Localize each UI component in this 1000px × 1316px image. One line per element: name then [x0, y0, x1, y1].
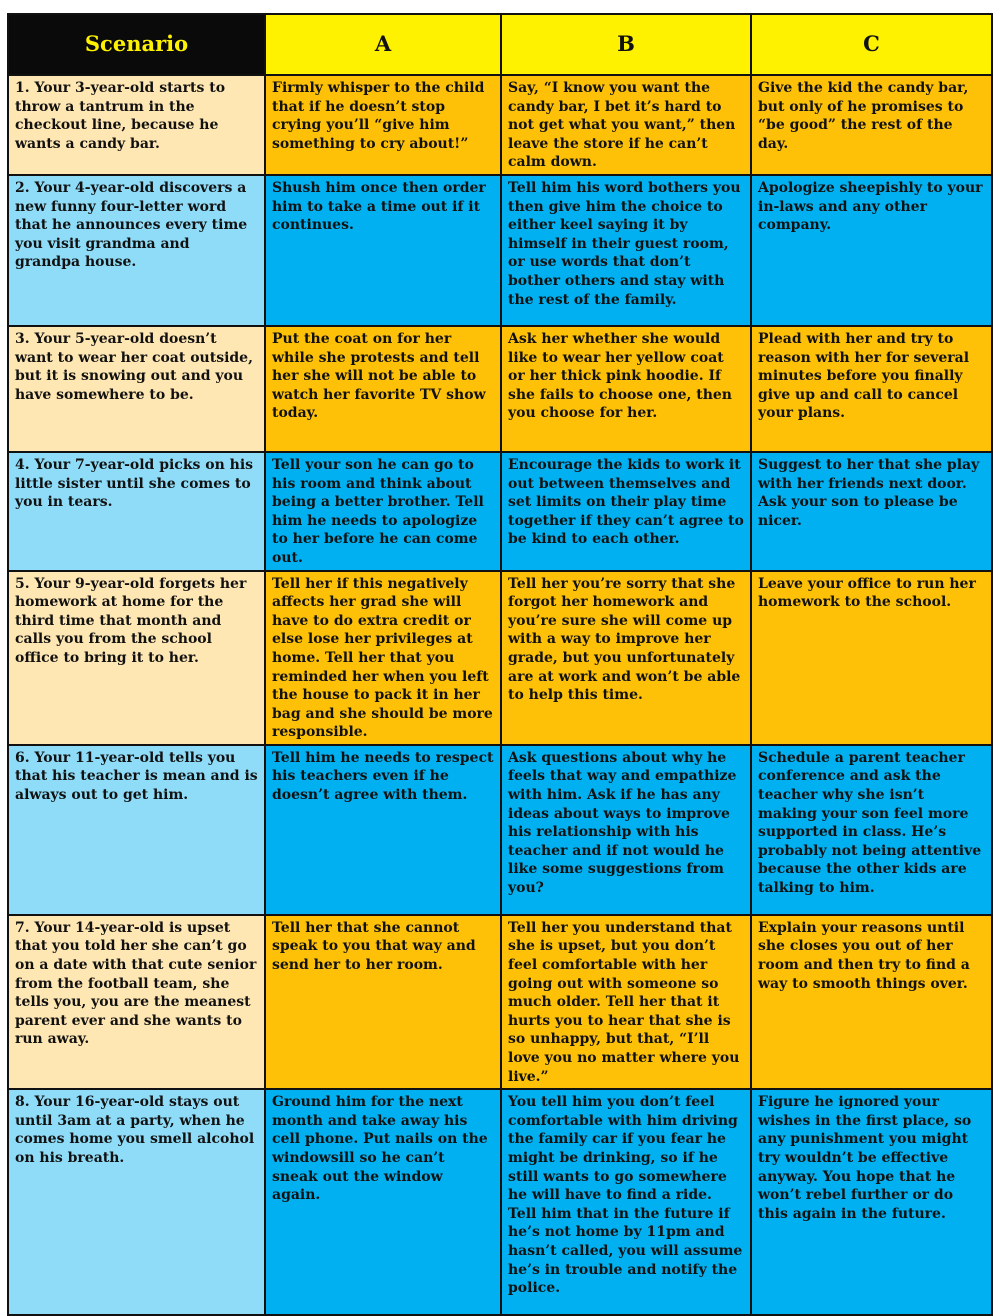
parenting-scenarios-table-wrapper	[7, 13, 993, 1316]
table-row	[8, 745, 992, 915]
header-option-a: A	[265, 14, 501, 75]
option-b-cell: Encourage the kids to work it out between themselves and set limits on their play time together if they can’t agree to be kind to each other.	[501, 452, 751, 571]
option-c-cell: Apologize sheepishly to your in-laws and any other company.	[751, 175, 992, 326]
scenario-cell: 7. Your 14-year-old is upset that you told her she can’t go on a date with that cute senior from the football team, she tells you, you are the meanest parent ever and she wants to run away.	[8, 915, 265, 1089]
option-a-cell: Tell her if this negatively affects her grad she will have to do extra credit or else lose her privileges at home. Tell her that you reminded her when you left the house to pack it in her bag and she should be more responsible.	[265, 571, 501, 745]
table-row	[8, 326, 992, 452]
scenario-cell: 4. Your 7-year-old picks on his little sister until she comes to you in tears.	[8, 452, 265, 571]
table-row	[8, 75, 992, 175]
option-c-cell: Leave your office to run her homework to the school.	[751, 571, 992, 745]
option-a-cell: Firmly whisper to the child that if he doesn’t stop crying you’ll “give him something to cry about!”	[265, 75, 501, 175]
option-c-cell: Suggest to her that she play with her friends next door. Ask your son to please be nicer.	[751, 452, 992, 571]
scenario-cell: 6. Your 11-year-old tells you that his teacher is mean and is always out to get him.	[8, 745, 265, 915]
option-a-cell: Tell him he needs to respect his teachers even if he doesn’t agree with them.	[265, 745, 501, 915]
table-row	[8, 1089, 992, 1315]
parenting-scenarios-table	[7, 13, 993, 1316]
header-option-c: C	[751, 14, 992, 75]
option-b-cell: Tell her you understand that she is upset, but you don’t feel comfortable with her going out with someone so much older. Tell her that it hurts you to hear that she is so unhappy, but that, “I’ll love you no matter where you live.”	[501, 915, 751, 1089]
option-a-cell: Shush him once then order him to take a time out if it continues.	[265, 175, 501, 326]
scenario-cell: 5. Your 9-year-old forgets her homework at home for the third time that month and calls you from the school office to bring it to her.	[8, 571, 265, 745]
option-b-cell: Tell him his word bothers you then give him the choice to either keel saying it by himself in their guest room, or use words that don’t bother others and stay with the rest of the family.	[501, 175, 751, 326]
scenario-cell: 8. Your 16-year-old stays out until 3am at a party, when he comes home you smell alcohol on his breath.	[8, 1089, 265, 1315]
option-a-cell: Ground him for the next month and take away his cell phone. Put nails on the windowsill so he can’t sneak out the window again.	[265, 1089, 501, 1315]
option-a-cell: Tell your son he can go to his room and think about being a better brother. Tell him he needs to apologize to her before he can come out.	[265, 452, 501, 571]
option-b-cell: Ask questions about why he feels that way and empathize with him. Ask if he has any ideas about ways to improve his relationship with his teacher and if not would he like some suggestions from you?	[501, 745, 751, 915]
scenario-cell: 1. Your 3-year-old starts to throw a tantrum in the checkout line, because he wants a candy bar.	[8, 75, 265, 175]
option-a-cell: Put the coat on for her while she protests and tell her she will not be able to watch her favorite TV show today.	[265, 326, 501, 452]
option-b-cell: You tell him you don’t feel comfortable with him driving the family car if you fear he might be drinking, so if he still wants to go somewhere he will have to find a ride. Tell him that in the future if he’s not home by 11pm and hasn’t called, you will assume he’s in trouble and notify the police.	[501, 1089, 751, 1315]
header-option-b: B	[501, 14, 751, 75]
table-row	[8, 571, 992, 745]
table-row	[8, 915, 992, 1089]
option-b-cell: Say, “I know you want the candy bar, I bet it’s hard to not get what you want,” then leave the store if he can’t calm down.	[501, 75, 751, 175]
option-c-cell: Explain your reasons until she closes you out of her room and then try to find a way to smooth things over.	[751, 915, 992, 1089]
header-row	[8, 14, 992, 75]
option-b-cell: Ask her whether she would like to wear her yellow coat or her thick pink hoodie. If she fails to choose one, then you choose for her.	[501, 326, 751, 452]
option-c-cell: Figure he ignored your wishes in the first place, so any punishment you might try wouldn’t be effective anyway. You hope that he won’t rebel further or do this again in the future.	[751, 1089, 992, 1315]
table-row	[8, 452, 992, 571]
table-row	[8, 175, 992, 326]
header-scenario: Scenario	[8, 14, 265, 75]
option-c-cell: Schedule a parent teacher conference and ask the teacher why she isn’t making your son feel more supported in class. He’s probably not being attentive because the other kids are talking to him.	[751, 745, 992, 915]
scenario-cell: 2. Your 4-year-old discovers a new funny four-letter word that he announces every time you visit grandma and grandpa house.	[8, 175, 265, 326]
option-a-cell: Tell her that she cannot speak to you that way and send her to her room.	[265, 915, 501, 1089]
option-b-cell: Tell her you’re sorry that she forgot her homework and you’re sure she will come up with a way to improve her grade, but you unfortunately are at work and won’t be able to help this time.	[501, 571, 751, 745]
scenario-cell: 3. Your 5-year-old doesn’t want to wear her coat outside, but it is snowing out and you have somewhere to be.	[8, 326, 265, 452]
option-c-cell: Give the kid the candy bar, but only of he promises to “be good” the rest of the day.	[751, 75, 992, 175]
option-c-cell: Plead with her and try to reason with her for several minutes before you finally give up and call to cancel your plans.	[751, 326, 992, 452]
